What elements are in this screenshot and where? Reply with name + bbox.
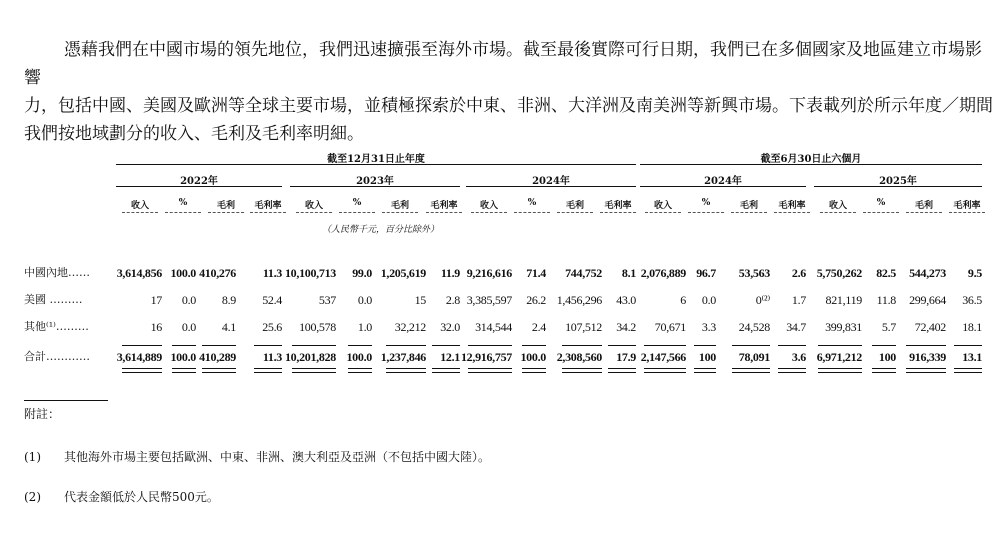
total-double-rule	[172, 368, 196, 373]
table-cell: 100.0	[520, 350, 546, 364]
total-double-rule	[254, 368, 282, 373]
column-header-rule	[382, 212, 418, 213]
period-header: 2022年	[180, 176, 218, 187]
group-rule-annual	[116, 164, 636, 165]
column-header-rule	[122, 212, 158, 213]
column-header: %	[352, 198, 362, 208]
column-header: 收入	[304, 201, 323, 211]
table-cell: 11.8	[876, 293, 896, 307]
table-cell: 32,212	[394, 320, 426, 334]
table-cell: 24,528	[738, 320, 770, 334]
notes-rule	[24, 400, 108, 401]
table-cell: 9,216,616	[466, 266, 512, 280]
period-header: 2024年	[532, 176, 570, 187]
table-cell: 78,091	[738, 350, 770, 364]
subtotal-rule	[386, 345, 426, 346]
footnote-number: (1)	[24, 450, 41, 464]
column-header: %	[527, 198, 537, 208]
column-header-rule	[426, 212, 462, 213]
table-cell: 0.0	[181, 320, 196, 334]
table-cell: 3.6	[791, 350, 806, 364]
total-double-rule	[694, 368, 716, 373]
total-double-rule	[522, 368, 546, 373]
total-double-rule	[468, 368, 512, 373]
subtotal-rule	[644, 345, 686, 346]
table-cell: 11.3	[262, 350, 282, 364]
table-cell: 9.5	[967, 266, 982, 280]
notes-title: 附註：	[24, 407, 61, 421]
group-rule-six-months	[640, 164, 982, 165]
subtotal-rule	[778, 345, 806, 346]
total-double-rule	[778, 368, 806, 373]
column-header: 毛利	[739, 201, 758, 211]
table-cell: 5,750,262	[816, 266, 862, 280]
table-cell: 544,273	[909, 266, 946, 280]
table-cell: 100.0	[346, 350, 372, 364]
table-cell: 100	[878, 350, 896, 364]
total-double-rule	[608, 368, 636, 373]
total-double-rule	[644, 368, 686, 373]
column-header: 收入	[479, 201, 498, 211]
column-header-rule	[949, 212, 985, 213]
column-header: 收入	[130, 201, 149, 211]
subtotal-rule	[292, 345, 336, 346]
column-header: %	[701, 198, 711, 208]
table-cell: 96.7	[696, 266, 716, 280]
column-header-rule	[820, 212, 856, 213]
column-header: 收入	[828, 201, 847, 211]
total-double-rule	[202, 368, 236, 373]
group-header-six-months: 截至6月30日止六個月	[760, 154, 862, 165]
table-cell: 26.2	[526, 293, 546, 307]
total-double-rule	[954, 368, 982, 373]
table-cell: 72,402	[914, 320, 946, 334]
table-cell: 17.9	[616, 350, 636, 364]
table-cell: 12.1	[440, 350, 460, 364]
unit-note: （人民幣千元，百分比除外）	[322, 225, 440, 235]
intro-paragraph	[24, 36, 994, 148]
footnote-2	[24, 488, 219, 505]
table-cell: 3,385,597	[466, 293, 512, 307]
table-cell: 1.7	[791, 293, 806, 307]
table-cell: 8.1	[621, 266, 636, 280]
table-cell: 16	[150, 320, 162, 334]
table-cell: 12,916,757	[460, 350, 512, 364]
table-cell: 821,119	[825, 293, 862, 307]
table-cell: 10,201,828	[284, 350, 336, 364]
column-header: 毛利	[390, 201, 409, 211]
column-header: 毛利率	[778, 201, 806, 211]
period-rule	[814, 186, 982, 187]
table-cell: 3,614,889	[116, 350, 162, 364]
period-rule	[466, 186, 636, 187]
intro-line-3: 我們按地域劃分的收入、毛利及毛利率明細。	[24, 124, 364, 144]
table-cell: 71.4	[526, 266, 546, 280]
subtotal-rule	[522, 345, 546, 346]
table-cell: 4.1	[221, 320, 236, 334]
table-cell: 2.8	[445, 293, 460, 307]
row-label: 中國內地……	[24, 266, 90, 279]
table-cell: 399,831	[825, 320, 862, 334]
subtotal-rule	[906, 345, 946, 346]
period-rule	[116, 186, 282, 187]
column-header: 毛利率	[953, 201, 981, 211]
table-cell: 0.0	[181, 293, 196, 307]
subtotal-rule	[122, 345, 162, 346]
total-double-rule	[818, 368, 862, 373]
total-double-rule	[872, 368, 896, 373]
column-header-rule	[296, 212, 332, 213]
table-cell: 8.9	[221, 293, 236, 307]
table-cell: 53,563	[738, 266, 770, 280]
table-cell: 3,614,856	[116, 266, 162, 280]
column-header-rule	[471, 212, 507, 213]
table-cell: 2,308,560	[556, 350, 602, 364]
table-cell: 100	[698, 350, 716, 364]
table-cell: 70,671	[654, 320, 686, 334]
total-double-rule	[906, 368, 946, 373]
table-cell: 17	[150, 293, 162, 307]
table-cell: 1,205,619	[380, 266, 426, 280]
table-cell: 11.3	[262, 266, 282, 280]
table-cell: 2.4	[531, 320, 546, 334]
table-cell: 1,456,296	[556, 293, 602, 307]
intro-line-2: 力，包括中國、美國及歐洲等全球主要市場，並積極探索於中東、非洲、大洋洲及南美洲等新興市場。下表載列於所示年度／期間	[24, 96, 993, 116]
column-header-rule	[339, 212, 375, 213]
table-cell: 0.0	[701, 293, 716, 307]
column-header-rule	[906, 212, 942, 213]
total-double-rule	[732, 368, 770, 373]
footnote-text: 代表金額低於人民幣500元。	[64, 490, 219, 504]
table-cell: 0⁽²⁾	[755, 293, 770, 307]
subtotal-rule	[468, 345, 512, 346]
table-cell: 43.0	[616, 293, 636, 307]
table-cell: 25.6	[262, 320, 282, 334]
total-row-label: 合計…………	[24, 350, 90, 363]
subtotal-rule	[562, 345, 602, 346]
column-header: 毛利	[565, 201, 584, 211]
column-header-rule	[774, 212, 810, 213]
table-cell: 107,512	[565, 320, 602, 334]
subtotal-rule	[608, 345, 636, 346]
row-label: 其他⁽¹⁾………	[24, 320, 89, 333]
table-cell: 410,276	[199, 266, 236, 280]
table-cell: 13.1	[962, 350, 982, 364]
table-cell: 2,076,889	[640, 266, 686, 280]
table-cell: 744,752	[565, 266, 602, 280]
table-cell: 100,578	[299, 320, 336, 334]
intro-line-1: 憑藉我們在中國市場的領先地位，我們迅速擴張至海外市場。截至最後實際可行日期，我們已在多個國家及地區建立市場影響	[24, 40, 982, 88]
subtotal-rule	[172, 345, 196, 346]
table-cell: 99.0	[352, 266, 372, 280]
column-header-rule	[600, 212, 636, 213]
footnote-number: (2)	[24, 490, 41, 504]
column-header: 毛利率	[254, 201, 282, 211]
column-header-rule	[514, 212, 550, 213]
period-header: 2024年	[704, 176, 742, 187]
table-cell: 0.0	[357, 293, 372, 307]
total-double-rule	[122, 368, 162, 373]
column-header: %	[178, 198, 188, 208]
period-header: 2023年	[356, 176, 394, 187]
column-header: 毛利	[216, 201, 235, 211]
column-header-rule	[250, 212, 286, 213]
column-header-rule	[208, 212, 244, 213]
column-header: 毛利	[914, 201, 933, 211]
table-cell: 3.3	[701, 320, 716, 334]
footnote-1	[24, 448, 490, 465]
table-cell: 52.4	[262, 293, 282, 307]
subtotal-rule	[954, 345, 982, 346]
table-cell: 314,544	[475, 320, 512, 334]
row-label: 美國 ………	[24, 293, 83, 306]
subtotal-rule	[732, 345, 770, 346]
subtotal-rule	[872, 345, 896, 346]
table-cell: 410,289	[199, 350, 236, 364]
column-header-rule	[645, 212, 681, 213]
table-cell: 11.9	[440, 266, 460, 280]
column-header-rule	[731, 212, 767, 213]
column-header: 收入	[653, 201, 672, 211]
table-cell: 36.5	[962, 293, 982, 307]
table-cell: 537	[318, 293, 336, 307]
total-double-rule	[386, 368, 426, 373]
total-double-rule	[292, 368, 336, 373]
column-header-rule	[557, 212, 593, 213]
table-cell: 18.1	[962, 320, 982, 334]
group-header-annual: 截至12月31日止年度	[327, 154, 425, 165]
table-cell: 6	[680, 293, 686, 307]
table-cell: 5.7	[881, 320, 896, 334]
table-cell: 1.0	[357, 320, 372, 334]
column-header: 毛利率	[604, 201, 632, 211]
period-rule	[640, 186, 806, 187]
table-cell: 299,664	[909, 293, 946, 307]
table-cell: 1,237,846	[380, 350, 426, 364]
total-double-rule	[348, 368, 372, 373]
column-header: %	[876, 198, 886, 208]
subtotal-rule	[694, 345, 716, 346]
total-double-rule	[432, 368, 460, 373]
table-cell: 6,971,212	[816, 350, 862, 364]
subtotal-rule	[818, 345, 862, 346]
column-header-rule	[688, 212, 724, 213]
table-cell: 34.2	[616, 320, 636, 334]
subtotal-rule	[254, 345, 282, 346]
table-cell: 82.5	[876, 266, 896, 280]
footnote-text: 其他海外市場主要包括歐洲、中東、非洲、澳大利亞及亞洲（不包括中國大陸）。	[64, 450, 491, 464]
period-rule	[290, 186, 460, 187]
table-cell: 32.0	[440, 320, 460, 334]
period-header: 2025年	[879, 176, 917, 187]
table-cell: 100.0	[170, 350, 196, 364]
table-cell: 100.0	[170, 266, 196, 280]
column-header-rule	[165, 212, 201, 213]
table-cell: 2,147,566	[640, 350, 686, 364]
table-cell: 916,339	[909, 350, 946, 364]
subtotal-rule	[348, 345, 372, 346]
subtotal-rule	[202, 345, 236, 346]
subtotal-rule	[432, 345, 460, 346]
column-header-rule	[863, 212, 899, 213]
table-cell: 15	[414, 293, 426, 307]
table-cell: 10,100,713	[284, 266, 336, 280]
column-header: 毛利率	[430, 201, 458, 211]
table-cell: 2.6	[791, 266, 806, 280]
table-cell: 34.7	[786, 320, 806, 334]
total-double-rule	[562, 368, 602, 373]
